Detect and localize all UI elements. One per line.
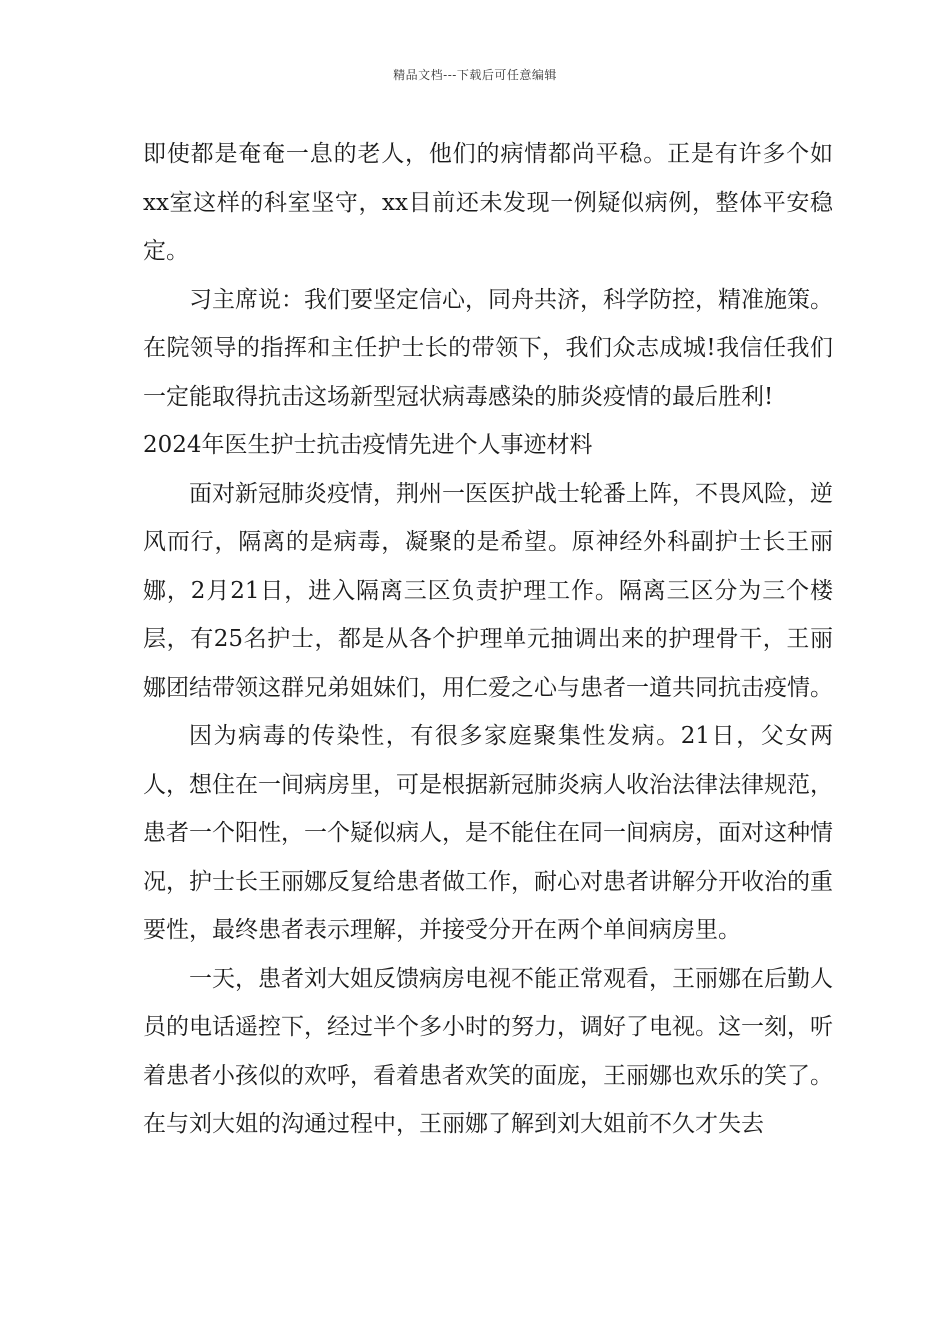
paragraph-2: 习主席说：我们要坚定信心，同舟共济，科学防控，精准施策。在院领导的指挥和主任护士长的带领下，我们众志成城!我信任我们一定能取得抗击这场新型冠状病毒感染的肺炎疫情的最后胜利! [143, 286, 833, 410]
paragraph-4: 因为病毒的传染性，有很多家庭聚集性发病。21日，父女两人，想住在一间病房里，可是根据新冠肺炎病人收治法律法律规范，患者一个阳性，一个疑似病人，是不能住在同一间病房，面对这种情况，护士长王丽娜反复给患者做工作，耐心对患者讲解分开收治的重要性，最终患者表示理解，并接受分开在两个单间病房里。 [143, 723, 833, 943]
section-title: 2024年医生护士抗击疫情先进个人事迹材料 [143, 432, 593, 458]
page-header: 精品文档---下载后可任意编辑 [393, 68, 557, 82]
paragraph-5: 一天，患者刘大姐反馈病房电视不能正常观看，王丽娜在后勤人员的电话遥控下，经过半个多小时的努力，调好了电视。这一刻，听着患者小孩似的欢呼，看着患者欢笑的面庞，王丽娜也欢乐的笑了。在与刘大姐的沟通过程中，王丽娜了解到刘大姐前不久才失去 [143, 965, 833, 1137]
paragraph-1: 即使都是奄奄一息的老人，他们的病情都尚平稳。正是有许多个如xx室这样的科室坚守，xx目前还未发现一例疑似病例，整体平安稳定。 [143, 141, 833, 264]
paragraph-3: 面对新冠肺炎疫情，荆州一医医护战士轮番上阵，不畏风险，逆风而行，隔离的是病毒，凝聚的是希望。原神经外科副护士长王丽娜，2月21日，进入隔离三区负责护理工作。隔离三区分为三个楼层，有25名护士，都是从各个护理单元抽调出来的护理骨干，王丽娜团结带领这群兄弟姐妹们，用仁爱之心与患者一道共同抗击疫情。 [143, 480, 833, 701]
document-body [143, 130, 833, 1149]
